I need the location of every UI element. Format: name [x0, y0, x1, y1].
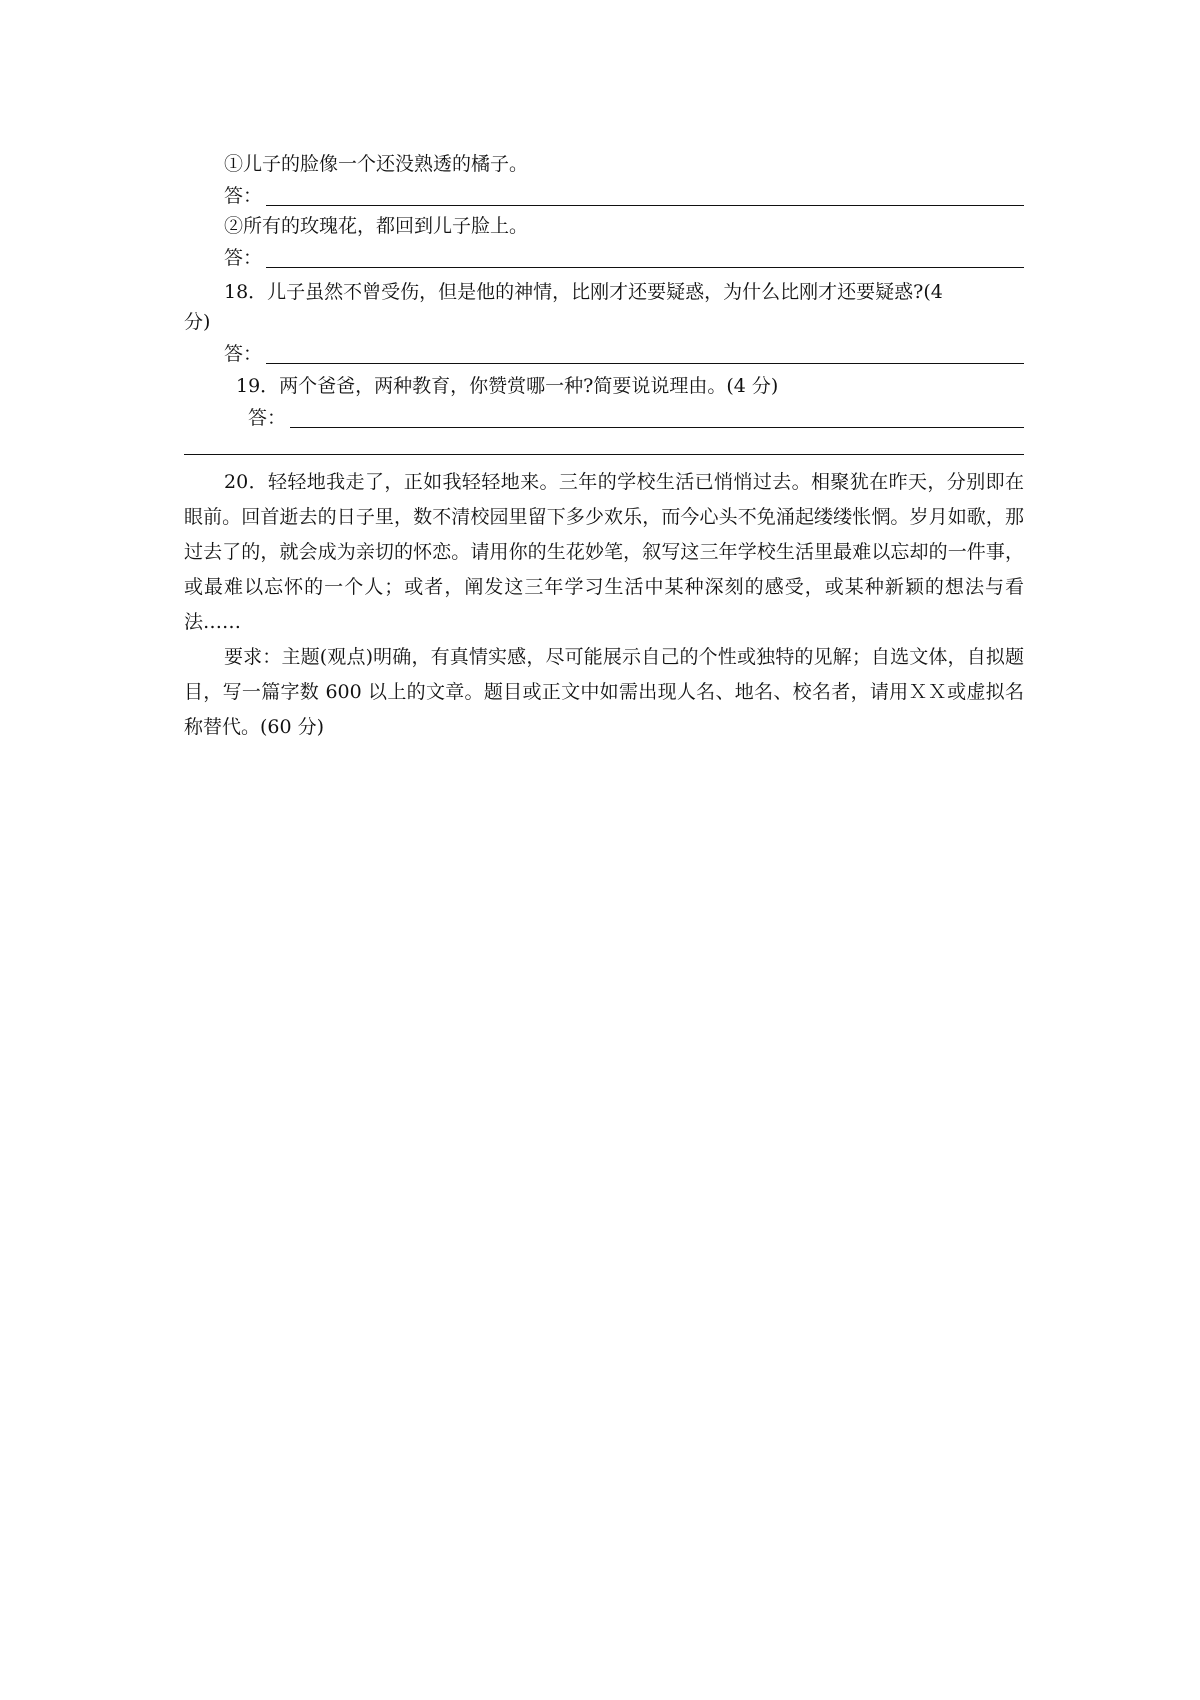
answer-label: 答：: [224, 247, 263, 269]
answer-blank[interactable]: [266, 205, 1024, 206]
answer-blank[interactable]: [266, 267, 1024, 268]
question-19: 19．两个爸爸，两种教育，你赞赏哪一种?简要说说理由。(4 分): [236, 375, 779, 397]
question-18-line-1: 18．儿子虽然不曾受伤，但是他的神情，比刚才还要疑惑，为什么比刚才还要疑惑?(4: [224, 281, 943, 303]
answer-label: 答：: [224, 343, 263, 365]
answer-blank[interactable]: [266, 363, 1024, 364]
question-20-requirements: 要求：主题(观点)明确，有真情实感，尽可能展示自己的个性或独特的见解；自选文体，自拟题目，写一篇字数 600 以上的文章。题目或正文中如需出现人名、地名、校名者，请用ＸＸ或虚拟名称替代。(60 分): [184, 646, 1024, 738]
answer-label: 答：: [224, 185, 263, 207]
question-18-line-2: 分): [184, 311, 211, 333]
answer-row-q19[interactable]: [248, 403, 1024, 433]
answer-blank-continuation[interactable]: [184, 454, 1024, 455]
q17-item-1: ①儿子的脸像一个还没熟透的橘子。: [224, 153, 529, 175]
answer-blank[interactable]: [290, 427, 1024, 428]
question-20-prompt: 20．轻轻地我走了，正如我轻轻地来。三年的学校生活已悄悄过去。相聚犹在昨天，分别即在眼前。回首逝去的日子里，数不清校园里留下多少欢乐，而今心头不免涌起缕缕怅惘。岁月如歌，那过去了的，就会成为亲切的怀恋。请用你的生花妙笔，叙写这三年学校生活里最难以忘却的一件事，或最难以忘怀的一个人；或者，阐发这三年学习生活中某种深刻的感受，或某种新颖的想法与看法……: [184, 471, 1024, 633]
answer-row-q17-1[interactable]: [224, 181, 1024, 211]
answer-label: 答：: [248, 407, 287, 429]
answer-row-q18[interactable]: [224, 339, 1024, 369]
q17-item-2: ②所有的玫瑰花，都回到儿子脸上。: [224, 215, 529, 237]
answer-row-q17-2[interactable]: [224, 243, 1024, 273]
